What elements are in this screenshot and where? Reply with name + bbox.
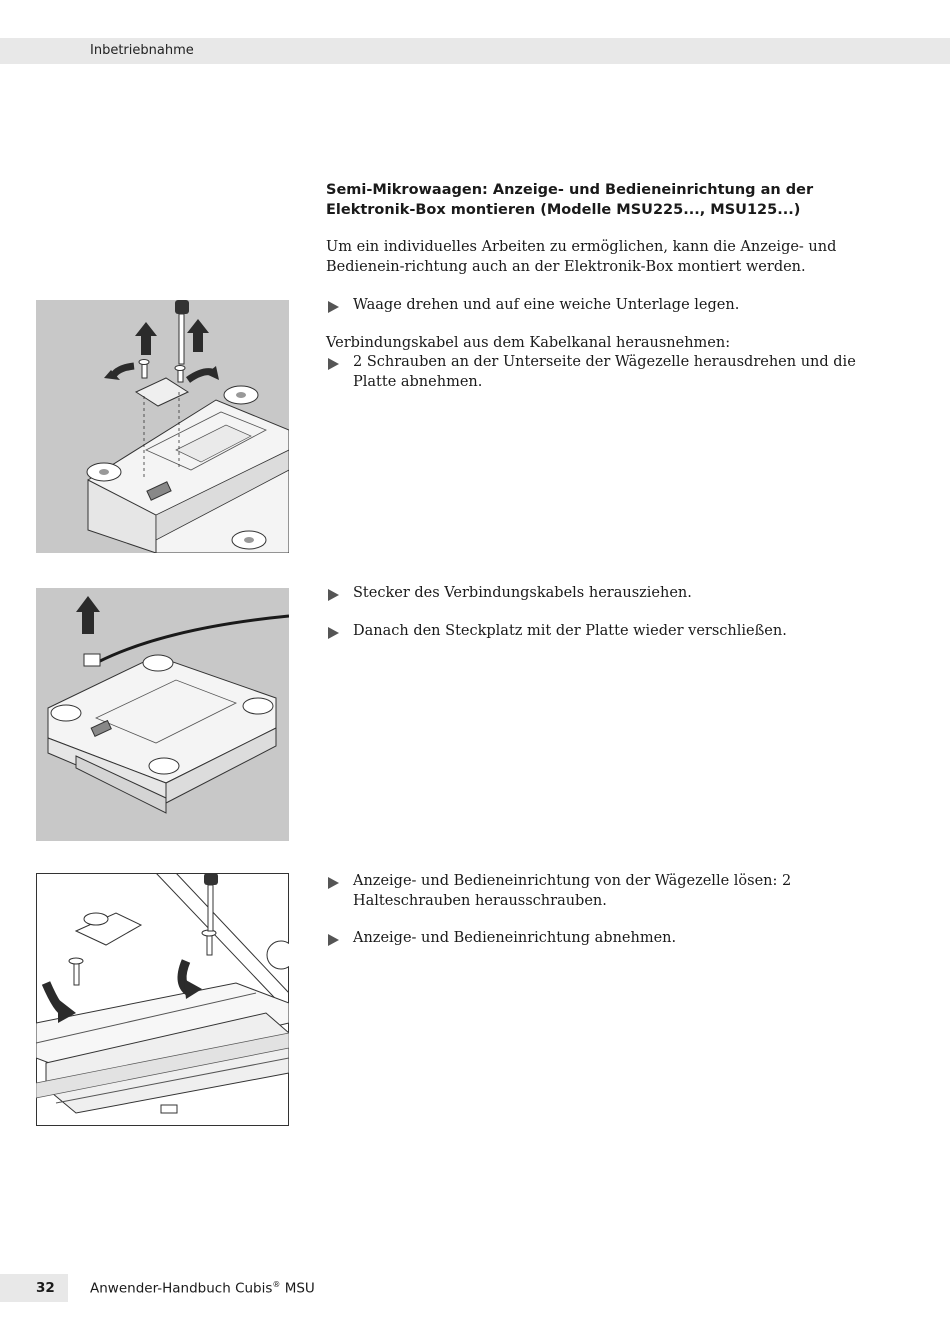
step3-bullet-2: [326, 622, 886, 642]
bullet-triangle-icon: [328, 934, 339, 946]
bullet-triangle-icon: [328, 877, 339, 889]
foot-icon: [149, 758, 179, 774]
step4-bullet-2: [326, 929, 886, 949]
step3-text-2: Danach den Steckplatz mit der Platte wieder verschließen.: [353, 623, 787, 639]
footer-page-box: [0, 1274, 68, 1302]
step1-bullet: [326, 296, 886, 316]
bullet-triangle-icon: [328, 627, 339, 639]
page-number: 32: [36, 1280, 55, 1296]
step4-text-2: Anzeige- und Bedieneinrichtung abnehmen.: [353, 930, 677, 946]
bullet-triangle-icon: [328, 301, 339, 313]
foot-icon: [51, 705, 81, 721]
header-section-label: Inbetriebnahme: [90, 43, 194, 58]
footer-manual-title: [90, 1280, 315, 1297]
manual-model: MSU: [284, 1280, 315, 1297]
registered-mark: ®: [272, 1280, 281, 1289]
intro-paragraph: Um ein individuelles Arbeiten zu ermöglichen, kann die Anzeige- und Bedienein-richtung auch an der Elektronik-Box montiert werden.: [326, 239, 837, 275]
foot-icon: [243, 698, 273, 714]
display-unit-illustration: [36, 873, 289, 1126]
bullet-triangle-icon: [328, 358, 339, 370]
step1-text: Waage drehen und auf eine weiche Unterlage legen.: [353, 297, 740, 313]
step4-text-1: Anzeige- und Bedieneinrichtung von der Wägezelle lösen: 2 Halteschrauben herausschrauben.: [353, 873, 792, 909]
manual-title: Anwender-Handbuch Cubis: [90, 1280, 273, 1297]
scale-underside-illustration: [36, 300, 289, 553]
connector-plug-icon: [84, 654, 100, 666]
figure-remove-plate: [36, 300, 289, 553]
step2-bullet: [326, 353, 886, 392]
figure-unplug-cable: [36, 588, 289, 841]
foot-left-icon: [87, 463, 121, 481]
step2-heading: Verbindungskabel aus dem Kabelkanal herausnehmen:: [326, 335, 731, 351]
figure-remove-screws: [36, 873, 289, 1126]
bullet-triangle-icon: [328, 589, 339, 601]
scale-cable-illustration: [36, 588, 289, 841]
step3-text-1: Stecker des Verbindungskabels herausziehen.: [353, 585, 692, 601]
section-title: Semi-Mikrowaagen: Anzeige- und Bedieneinrichtung an der Elektronik-Box montieren (Modelle MSU225..., MSU125...): [326, 182, 814, 218]
foot-icon: [143, 655, 173, 671]
step3-bullet-1: [326, 584, 886, 604]
foot-bottom-icon: [232, 531, 266, 549]
step2-text: 2 Schrauben an der Unterseite der Wägezelle herausdrehen und die Platte abnehmen.: [353, 354, 856, 390]
step4-bullet-1: [326, 872, 886, 911]
foot-top-icon: [224, 386, 258, 404]
